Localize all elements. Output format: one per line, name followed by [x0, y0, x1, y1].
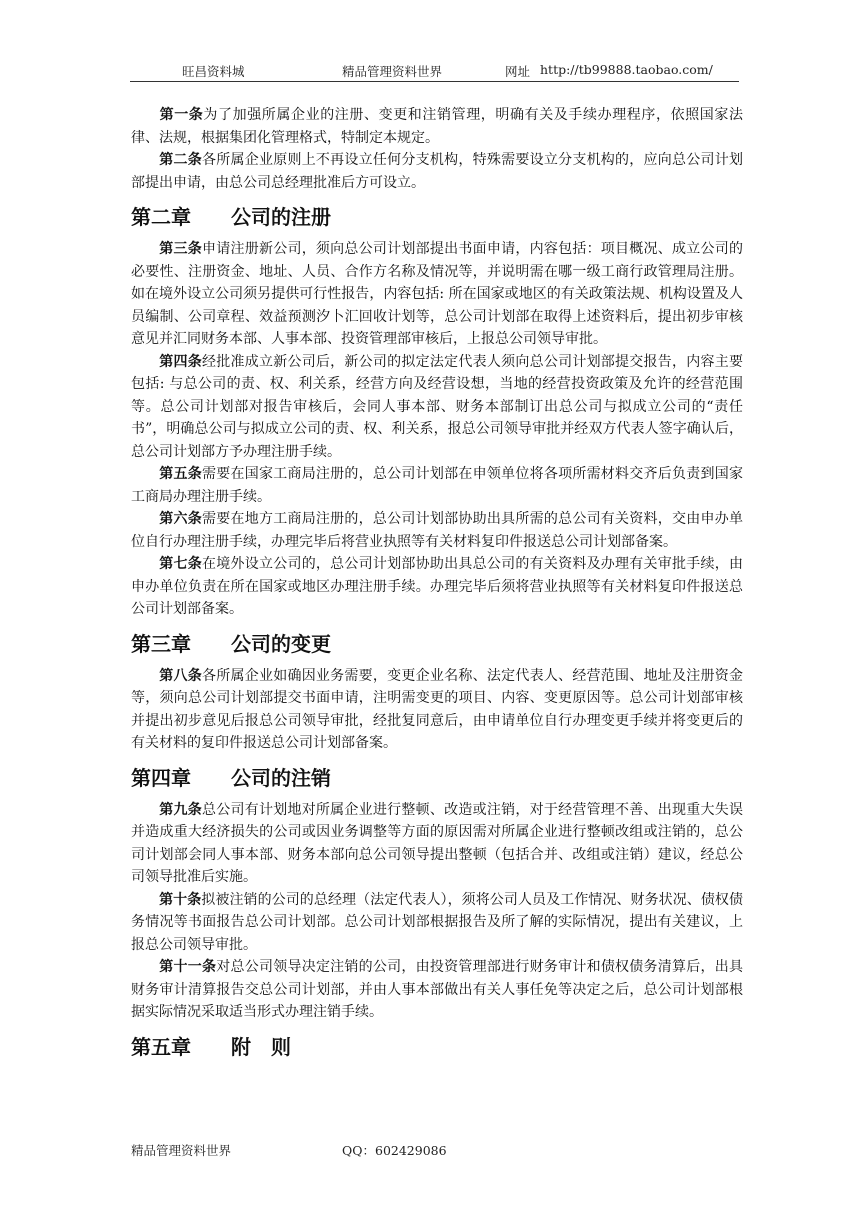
page-header — [130, 62, 740, 80]
article-text: 各所属企业原则上不再设立任何分支机构，特殊需要设立分支机构的，应向总公司计划部提出申请，由总公司总经理批准后方可设立。 — [131, 152, 744, 191]
article-text: 在境外设立公司的，总公司计划部协助出具总公司的有关资料及办理有关审批手续，由申办单位负责在所在国家或地区办理注册手续。办理完毕后须将营业执照等有关材料复印件报送总公司计划部备案。 — [131, 556, 744, 617]
document-body — [131, 104, 743, 1068]
chapter-label: 第三章 — [131, 631, 191, 656]
article-number: 第十条 — [159, 891, 202, 908]
header-center-title: 精品管理资料世界 — [342, 64, 443, 79]
article-number: 第二条 — [159, 152, 202, 168]
article-paragraph — [131, 351, 743, 464]
footer-qq: QQ：602429086 — [342, 1143, 447, 1158]
article-text: 为了加强所属企业的注册、变更和注销管理，明确有关及手续办理程序，依照国家法律、法规，根据集团化管理格式，特制定本规定。 — [131, 107, 744, 146]
article-paragraph — [131, 665, 743, 755]
article-paragraph — [131, 799, 743, 889]
article-text: 需要在地方工商局注册的，总公司计划部协助出具所需的总公司有关资料，交由申办单位自行办理注册手续，办理完毕后将营业执照等有关材料复印件报送总公司计划部备案。 — [131, 511, 744, 550]
article-text: 拟被注销的公司的总经理（法定代表人），须将公司人员及工作情况、财务状况、债权债务情况等书面报告总公司计划部。总公司计划部根据报告及所了解的实际情况，提出有关建议，上报总公司领导审批。 — [131, 891, 744, 953]
article-text: 经批准成立新公司后，新公司的拟定法定代表人须向总公司计划部提交报告，内容主要包括: 与总公司的责、权、利关系，经营方向及经营设想，当地的经营投资政策及允许的经营范围等。总公司计划部对报告审核后，会同人事本部、财务本部制订出总公司与拟成立公司的“责任书”，明确总公司与拟成立公司的责、权、利关系，报总公司领导审批并经双方代表人签字确认后，总公司计划部方予办理注册手续。 — [131, 353, 744, 460]
article-paragraph — [131, 149, 743, 194]
article-number: 第八条 — [159, 667, 202, 684]
article-paragraph — [131, 956, 743, 1024]
article-number: 第六条 — [159, 511, 202, 527]
header-url-label: 网址 — [505, 64, 531, 79]
article-number: 第九条 — [159, 801, 202, 818]
article-paragraph — [131, 463, 743, 508]
header-divider — [130, 81, 739, 82]
article-text: 对总公司领导决定注销的公司，由投资管理部进行财务审计和债权债务清算后，出具财务审计清算报告交总公司计划部，并由人事本部做出有关人事任免等决定之后，总公司计划部根据实际情况采取适当形式办理注销手续。 — [131, 959, 744, 1020]
article-number: 第四条 — [159, 353, 202, 370]
chapter-heading — [131, 1032, 743, 1062]
header-url-link[interactable]: http://tb99888.taobao.com/ — [540, 62, 713, 77]
article-text: 总公司有计划地对所属企业进行整顿、改造或注销，对于经营管理不善、出现重大失误并造成重大经济损失的公司或因业务调整等方面的原因需对所属企业进行整顿改组或注销的，总公司计划部会同人事本部、财务本部向总公司领导提出整顿（包括合并、改组或注销）建议，经总公司领导批准后实施。 — [131, 801, 744, 885]
chapter-title: 附 则 — [231, 1034, 291, 1059]
article-text: 需要在国家工商局注册的，总公司计划部在申领单位将各项所需材料交齐后负责到国家工商局办理注册手续。 — [131, 466, 744, 505]
chapter-title: 公司的变更 — [231, 631, 331, 656]
article-text: 申请注册新公司，须向总公司计划部提出书面申请，内容包括：项目概况、成立公司的必要性、注册资金、地址、人员、合作方名称及情况等，并说明需在哪一级工商行政管理局注册。如在境外设立公司须另提供可行性报告，内容包括: 所在国家或地区的有关政策法规、机构设置及人员编制、公司章程、效益预测汐卜汇回收计划等，总公司计划部在取得上述资料后，提出初步审核意见并汇同财务本部、人事本部、投资管理部审核后，上报总公司领导审批。 — [131, 241, 744, 347]
chapter-label: 第四章 — [131, 765, 191, 790]
article-paragraph — [131, 104, 743, 149]
article-number: 第五条 — [159, 466, 202, 482]
chapter-heading — [131, 629, 743, 659]
chapter-heading — [131, 202, 743, 232]
chapter-heading — [131, 763, 743, 793]
footer-site-name: 精品管理资料世界 — [131, 1143, 232, 1158]
chapter-label: 第五章 — [131, 1034, 191, 1059]
chapter-label: 第二章 — [131, 205, 191, 229]
article-paragraph — [131, 508, 743, 553]
article-number: 第十一条 — [159, 959, 217, 975]
article-number: 第一条 — [159, 107, 204, 123]
article-paragraph — [131, 889, 743, 957]
header-site-name: 旺昌资料城 — [182, 64, 245, 79]
article-paragraph — [131, 238, 743, 351]
chapter-title: 公司的注册 — [231, 205, 331, 229]
chapter-title: 公司的注销 — [231, 765, 331, 790]
article-paragraph — [131, 553, 743, 621]
article-text: 各所属企业如确因业务需要，变更企业名称、法定代表人、经营范围、地址及注册资金等，须向总公司计划部提交书面申请，注明需变更的项目、内容、变更原因等。总公司计划部审核并提出初步意见后报总公司领导审批，经批复同意后，由申请单位自行办理变更手续并将变更后的有关材料的复印件报送总公司计划部备案。 — [131, 667, 744, 751]
article-number: 第七条 — [159, 556, 202, 572]
article-number: 第三条 — [159, 241, 202, 257]
